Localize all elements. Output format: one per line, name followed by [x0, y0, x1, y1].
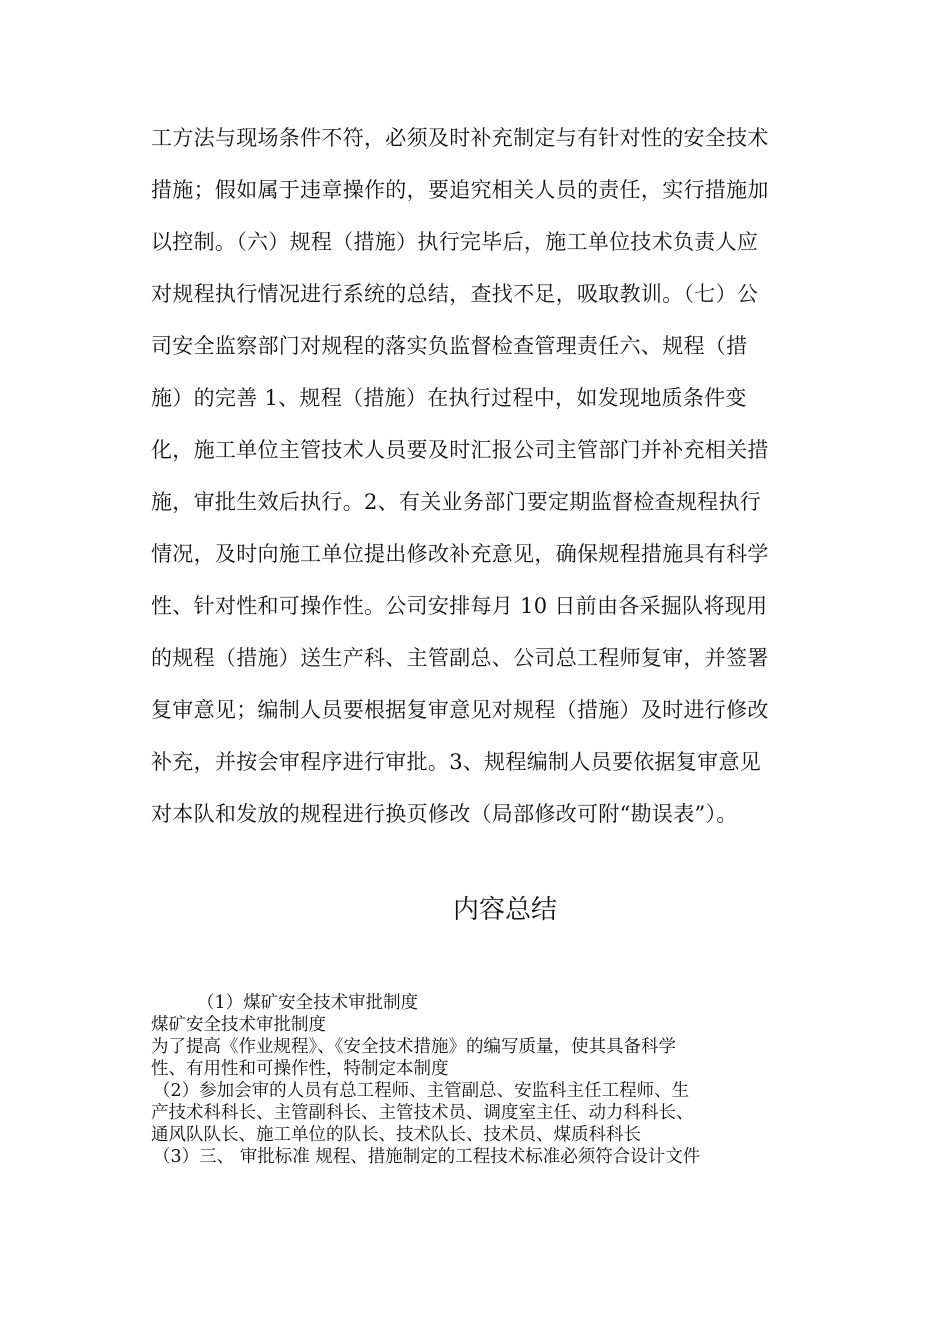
body-paragraph — [151, 112, 801, 840]
body-line: 施）的完善 1、规程（措施）在执行过程中，如发现地质条件变 — [151, 386, 747, 410]
summary-line: 通风队队长、施工单位的队长、技术队长、技术员、煤质科科长 — [151, 1125, 641, 1145]
summary-line: 性、有用性和可操作性，特制定本制度 — [151, 1059, 449, 1079]
summary-line: 为了提高《作业规程》、《安全技术措施》的编写质量，使其具备科学 — [151, 1037, 676, 1057]
body-line: 补充，并按会审程序进行审批。3、规程编制人员要依据复审意见 — [151, 750, 762, 774]
summary-title: 内容总结 — [452, 895, 557, 925]
summary-line: 煤矿安全技术审批制度 — [151, 1015, 326, 1035]
summary-line: （3）三、 审批标准 规程、措施制定的工程技术标准必须符合设计文件 — [153, 1147, 701, 1167]
body-line: 工方法与现场条件不符，必须及时补充制定与有针对性的安全技术 — [151, 126, 769, 150]
body-line: 对本队和发放的规程进行换页修改（局部修改可附“勘误表”）。 — [151, 802, 738, 826]
summary-item-heading: （1）煤矿安全技术审批制度 — [197, 993, 419, 1013]
body-line: 复审意见；编制人员要根据复审意见对规程（措施）及时进行修改 — [151, 698, 769, 722]
body-line: 对规程执行情况进行系统的总结，查找不足，吸取教训。（七）公 — [151, 282, 759, 306]
summary-line: 产技术科科长、主管副科长、主管技术员、调度室主任、动力科科长、 — [151, 1103, 694, 1123]
body-line: 情况，及时向施工单位提出修改补充意见，确保规程措施具有科学 — [151, 542, 769, 566]
body-line: 措施；假如属于违章操作的，要追究相关人员的责任，实行措施加 — [151, 178, 769, 202]
body-line: 的规程（措施）送生产科、主管副总、公司总工程师复审，并签署 — [151, 646, 769, 670]
body-line: 性、针对性和可操作性。公司安排每月 10 日前由各采掘队将现用 — [151, 594, 768, 618]
body-line: 施，审批生效后执行。2、有关业务部门要定期监督检查规程执行 — [151, 490, 762, 514]
body-line: 司安全监察部门对规程的落实负监督检查管理责任六、规程（措 — [151, 334, 748, 358]
body-line: 化，施工单位主管技术人员要及时汇报公司主管部门并补充相关措 — [151, 438, 769, 462]
summary-section — [151, 992, 811, 1168]
body-line: 以控制。（六）规程（措施）执行完毕后，施工单位技术负责人应 — [151, 230, 759, 254]
summary-line: （2）参加会审的人员有总工程师、主管副总、安监科主任工程师、生 — [153, 1081, 690, 1101]
